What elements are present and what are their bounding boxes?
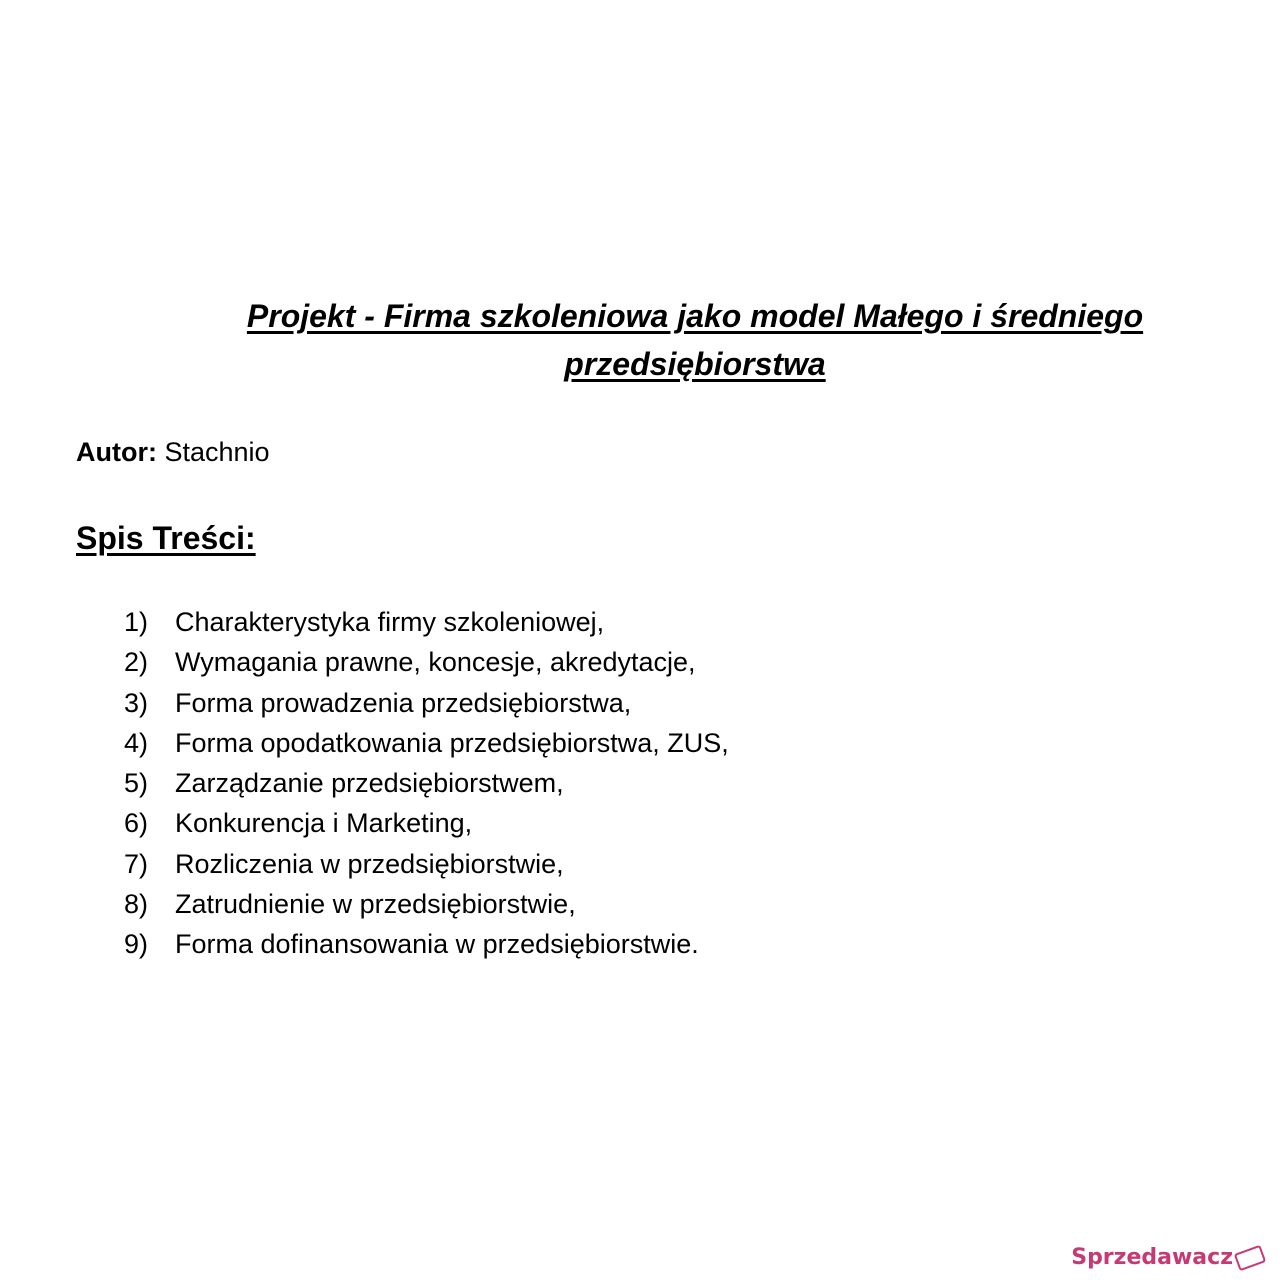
- price-tag-icon: [1234, 1244, 1266, 1270]
- document-title: Projekt - Firma szkoleniowa jako model Małego i średniego przedsiębiorstwa: [246, 298, 1144, 382]
- author-line: [76, 437, 270, 468]
- toc-item-text: Forma opodatkowania przedsiębiorstwa, ZUS,: [175, 727, 729, 758]
- toc-heading: Spis Treści:: [76, 520, 256, 556]
- toc-list: [124, 602, 729, 965]
- toc-item-text: Forma prowadzenia przedsiębiorstwa,: [175, 687, 632, 718]
- toc-item-text: Forma dofinansowania w przedsiębiorstwie.: [175, 929, 699, 960]
- watermark-text: Sprzedawacz: [1071, 1245, 1233, 1270]
- toc-item: [124, 884, 729, 924]
- toc-item-number: 4): [124, 727, 149, 758]
- toc-item-text: Charakterystyka firmy szkoleniowej,: [175, 607, 605, 637]
- watermark-logo: [1065, 1243, 1270, 1272]
- toc-item: [124, 683, 729, 723]
- toc-item: [124, 763, 729, 803]
- toc-item-text: Zarządzanie przedsiębiorstwem,: [175, 768, 564, 799]
- toc-item-number: 5): [124, 768, 149, 799]
- author-label: Autor:: [76, 437, 157, 467]
- toc-item-number: 9): [124, 929, 149, 960]
- toc-item-number: 6): [124, 808, 149, 839]
- toc-item-text: Rozliczenia w przedsiębiorstwie,: [175, 848, 564, 879]
- toc-item-text: Konkurencja i Marketing,: [175, 808, 473, 839]
- toc-item-number: 8): [124, 889, 149, 920]
- toc-item-number: 2): [124, 647, 149, 678]
- toc-item: [124, 803, 729, 843]
- toc-item-text: Wymagania prawne, koncesje, akredytacje,: [175, 647, 696, 678]
- toc-item-text: Zatrudnienie w przedsiębiorstwie,: [175, 889, 576, 920]
- toc-item: [124, 844, 729, 884]
- author-name: Stachnio: [164, 437, 270, 467]
- toc-item-number: 7): [124, 848, 149, 879]
- toc-item: [124, 602, 729, 642]
- toc-item: [124, 723, 729, 763]
- toc-item-number: 1): [124, 607, 149, 637]
- toc-item: [124, 642, 729, 682]
- toc-item: [124, 924, 729, 964]
- toc-item-number: 3): [124, 687, 149, 718]
